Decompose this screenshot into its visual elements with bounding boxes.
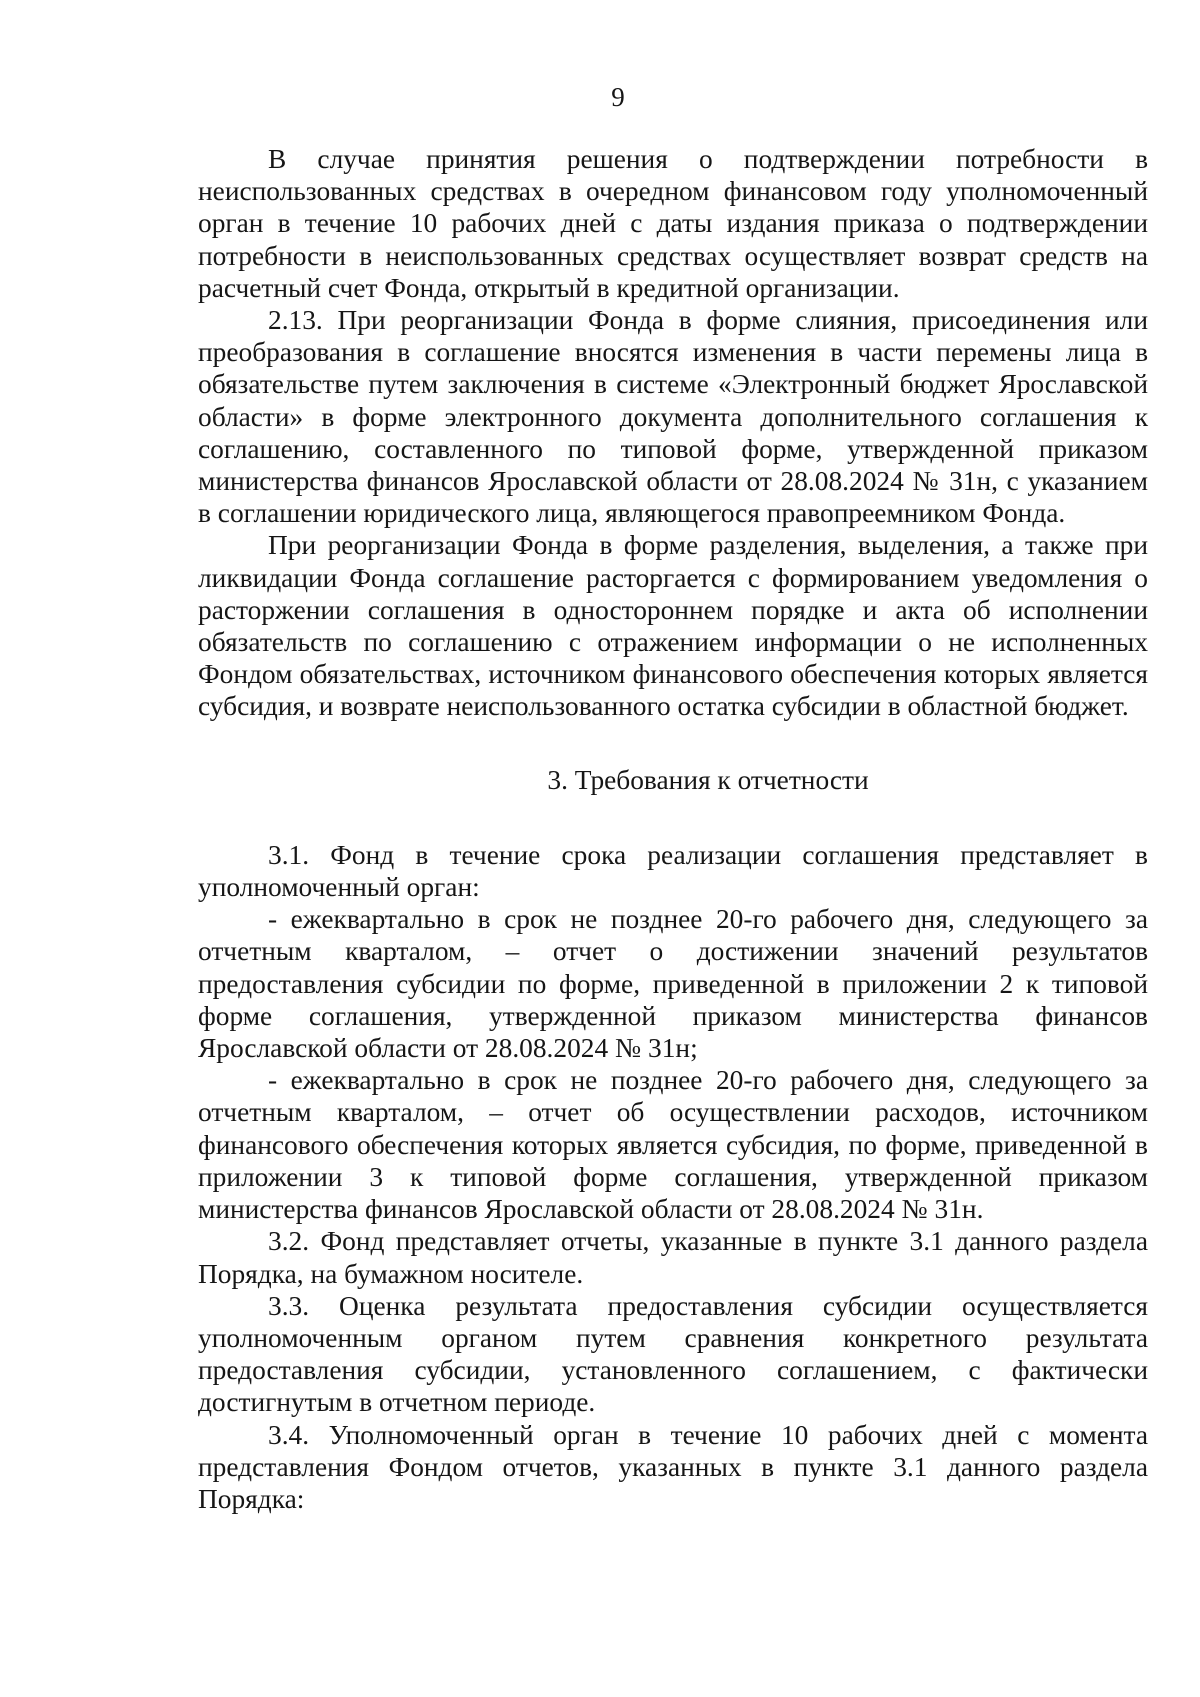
paragraph-3-3-result-evaluation: 3.3. Оценка результата предоставления субсидии осуществляется уполномоченным органом путем сравнения конкретного результата предоставления субсидии, установленного соглашением, с фактически достигнутым в отчетном периоде. [198,1290,1148,1418]
paragraph-quarterly-expenses-report: - ежеквартально в срок не позднее 20-го рабочего дня, следующего за отчетным кварталом, – отчет об осуществлении расходов, источником финансового обеспечения которых является субсидия, по форме, приведенной в приложении 3 к типовой форме соглашения, утвержденной приказом министерства финансов Ярославской области от 28.08.2024 № 31н. [198,1065,1148,1225]
paragraph-3-2-paper-reports: 3.2. Фонд представляет отчеты, указанные в пункте 3.1 данного раздела Порядка, на бумажном носителе. [198,1226,1148,1289]
paragraph-unused-funds-return: В случае принятия решения о подтверждении потребности в неиспользованных средствах в очередном финансовом году уполномоченный орган в течение 10 рабочих дней с даты издания приказа о подтверждении потребности в неиспользованных средствах осуществляет возврат средств на расчетный счет Фонда, открытый в кредитной организации. [198,144,1148,303]
paragraph-reorganization-division-liquidation: При реорганизации Фонда в форме разделения, выделения, а также при ликвидации Фонда соглашение расторгается с формированием уведомления о расторжении соглашения в одностороннем порядке и акта об исполнении обязательств по соглашению с отражением информации о не исполненных Фондом обязательствах, источником финансового обеспечения которых является субсидия, и возврате неиспользованного остатка субсидии в областной бюджет. [198,530,1148,722]
page-number: 9 [611,82,625,112]
paragraph-2-13-reorganization-merger: 2.13. При реорганизации Фонда в форме слияния, присоединения или преобразования в соглашение вносятся изменения в части перемены лица в обязательстве путем заключения в системе «Электронный бюджет Ярославской области» в форме электронного документа дополнительного соглашения к соглашению, составленного по типовой форме, утвержденной приказом министерства финансов Ярославской области от 28.08.2024 № 31н, с указанием в соглашении юридического лица, являющегося правопреемником Фонда. [198,305,1148,529]
document-body [198,143,1148,1515]
paragraph-3-4-authorized-body: 3.4. Уполномоченный орган в течение 10 рабочих дней с момента представления Фондом отчетов, указанных в пункте 3.1 данного раздела Порядка: [198,1419,1148,1514]
paragraph-quarterly-results-report: - ежеквартально в срок не позднее 20-го рабочего дня, следующего за отчетным кварталом, – отчет о достижении значений результатов предоставления субсидии по форме, приведенной в приложении 2 к типовой форме соглашения, утвержденной приказом министерства финансов Ярославской области от 28.08.2024 № 31н; [198,904,1148,1064]
section-heading: 3. Требования к отчетности [547,764,869,795]
paragraph-3-1-reporting: 3.1. Фонд в течение срока реализации соглашения представляет в уполномоченный орган: [198,839,1148,903]
